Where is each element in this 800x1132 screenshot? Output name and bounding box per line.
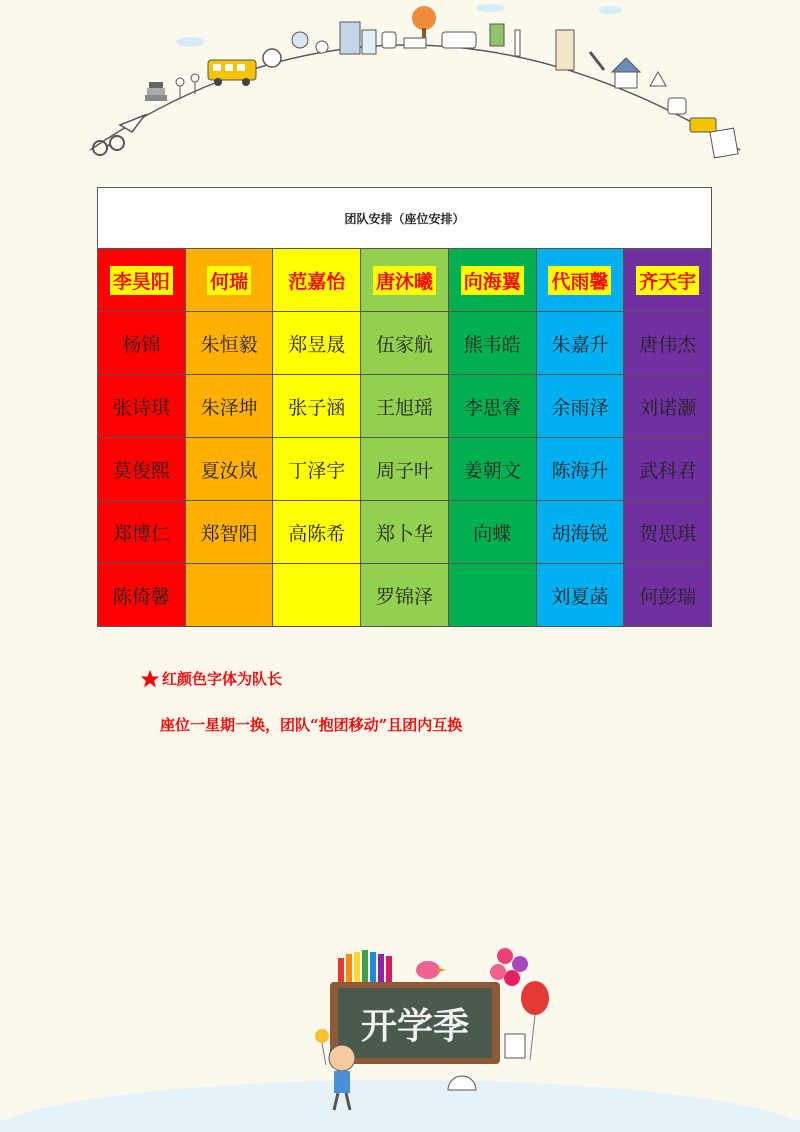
member-cell: 郑昱晟: [273, 312, 361, 374]
member-cell: 贺思琪: [624, 501, 711, 563]
member-cell: 刘诺灏: [624, 375, 711, 437]
leader-cell: [273, 249, 361, 311]
header-school-doodles: [0, 0, 800, 190]
cloud-icon: [176, 4, 622, 47]
buildings-icon: [340, 22, 376, 54]
flower-icon: [490, 948, 528, 986]
footer-chalkboard-art: [0, 930, 800, 1132]
leader-cell: [624, 249, 711, 311]
rule-note: 座位一星期一换，团队“抱团移动”且团内互换: [160, 716, 463, 734]
member-cell: 伍家航: [361, 312, 449, 374]
leader-name: 范嘉怡: [285, 266, 348, 295]
seating-table: [97, 187, 712, 627]
books-icon: [145, 82, 167, 101]
member-cell: 张子涵: [273, 375, 361, 437]
ruler-icon: [515, 30, 520, 56]
table-row: [98, 375, 711, 438]
member-cell: 郑智阳: [186, 501, 274, 563]
member-rows: [98, 312, 711, 626]
backpack-icon: [382, 32, 396, 48]
notebook-icon: [710, 128, 738, 158]
abc-sign-icon: [404, 38, 426, 48]
member-cell: 熊韦皓: [449, 312, 537, 374]
chalkboard-icon: [330, 982, 500, 1064]
chalkboard-text: 开学季: [360, 1006, 470, 1047]
member-cell: 陈海升: [537, 438, 625, 500]
lollipop-icon: [315, 1029, 329, 1065]
member-cell: [449, 564, 537, 626]
book-icon: [505, 1034, 525, 1058]
bird-icon: [416, 961, 446, 979]
leader-cell: [186, 249, 274, 311]
school-bus-icon: [208, 60, 256, 86]
tablet-icon: [490, 24, 504, 46]
member-cell: 武科君: [624, 438, 711, 500]
member-cell: 朱泽坤: [186, 375, 274, 437]
leader-note: [140, 668, 282, 689]
flask-icon: [650, 72, 666, 86]
table-title: 团队安排（座位安排）: [98, 188, 711, 249]
leader-cell: [98, 249, 186, 311]
member-cell: 刘夏菡: [537, 564, 625, 626]
skyscraper-icon: [556, 30, 574, 70]
member-cell: 郑博仁: [98, 501, 186, 563]
globe-icon: [292, 32, 308, 48]
table-row: [98, 564, 711, 626]
table-row: [98, 501, 711, 564]
member-cell: [273, 564, 361, 626]
bus-small-icon: [690, 118, 716, 132]
member-cell: 余雨泽: [537, 375, 625, 437]
leader-name: 李昊阳: [110, 266, 173, 295]
table-row: [98, 312, 711, 375]
member-cell: 唐伟杰: [624, 312, 711, 374]
member-cell: 罗锦泽: [361, 564, 449, 626]
house-icon: [612, 58, 640, 88]
bag-icon: [668, 98, 686, 114]
member-cell: 姜朝文: [449, 438, 537, 500]
paper-plane-icon: [120, 115, 145, 132]
member-cell: 王旭瑶: [361, 375, 449, 437]
member-cell: 夏汝岚: [186, 438, 274, 500]
member-cell: 向蝶: [449, 501, 537, 563]
protractor-icon: [448, 1076, 476, 1090]
tree-icon: [412, 6, 436, 40]
member-cell: 高陈希: [273, 501, 361, 563]
leader-cell: [361, 249, 449, 311]
leader-name: 代雨馨: [548, 266, 611, 295]
member-cell: 朱嘉升: [537, 312, 625, 374]
leader-name: 向海翼: [461, 266, 524, 295]
member-cell: 丁泽宇: [273, 438, 361, 500]
leader-name: 齐天宇: [636, 266, 699, 295]
member-cell: 李思睿: [449, 375, 537, 437]
leader-note-text: 红颜色字体为队长: [162, 670, 283, 688]
telescope-icon: [590, 52, 604, 70]
colored-pencils-icon: [338, 950, 392, 986]
table-row: [98, 438, 711, 501]
member-cell: 郑卜华: [361, 501, 449, 563]
member-cell: 莫俊熙: [98, 438, 186, 500]
star-icon: [140, 669, 160, 689]
member-cell: 何彭瑞: [624, 564, 711, 626]
member-cell: 陈倚馨: [98, 564, 186, 626]
member-cell: 周子叶: [361, 438, 449, 500]
member-cell: 朱恒毅: [186, 312, 274, 374]
tram-icon: [442, 32, 476, 48]
member-cell: 张诗琪: [98, 375, 186, 437]
member-cell: [186, 564, 274, 626]
leader-name: 何瑞: [207, 266, 251, 295]
alarm-clock-icon: [263, 49, 281, 67]
leader-cell: [449, 249, 537, 311]
leader-row: [98, 249, 711, 312]
member-cell: 杨锦: [98, 312, 186, 374]
member-cell: 胡海锐: [537, 501, 625, 563]
soccer-ball-icon: [316, 41, 328, 53]
leader-name: 唐沐曦: [373, 266, 436, 295]
leader-cell: [537, 249, 625, 311]
